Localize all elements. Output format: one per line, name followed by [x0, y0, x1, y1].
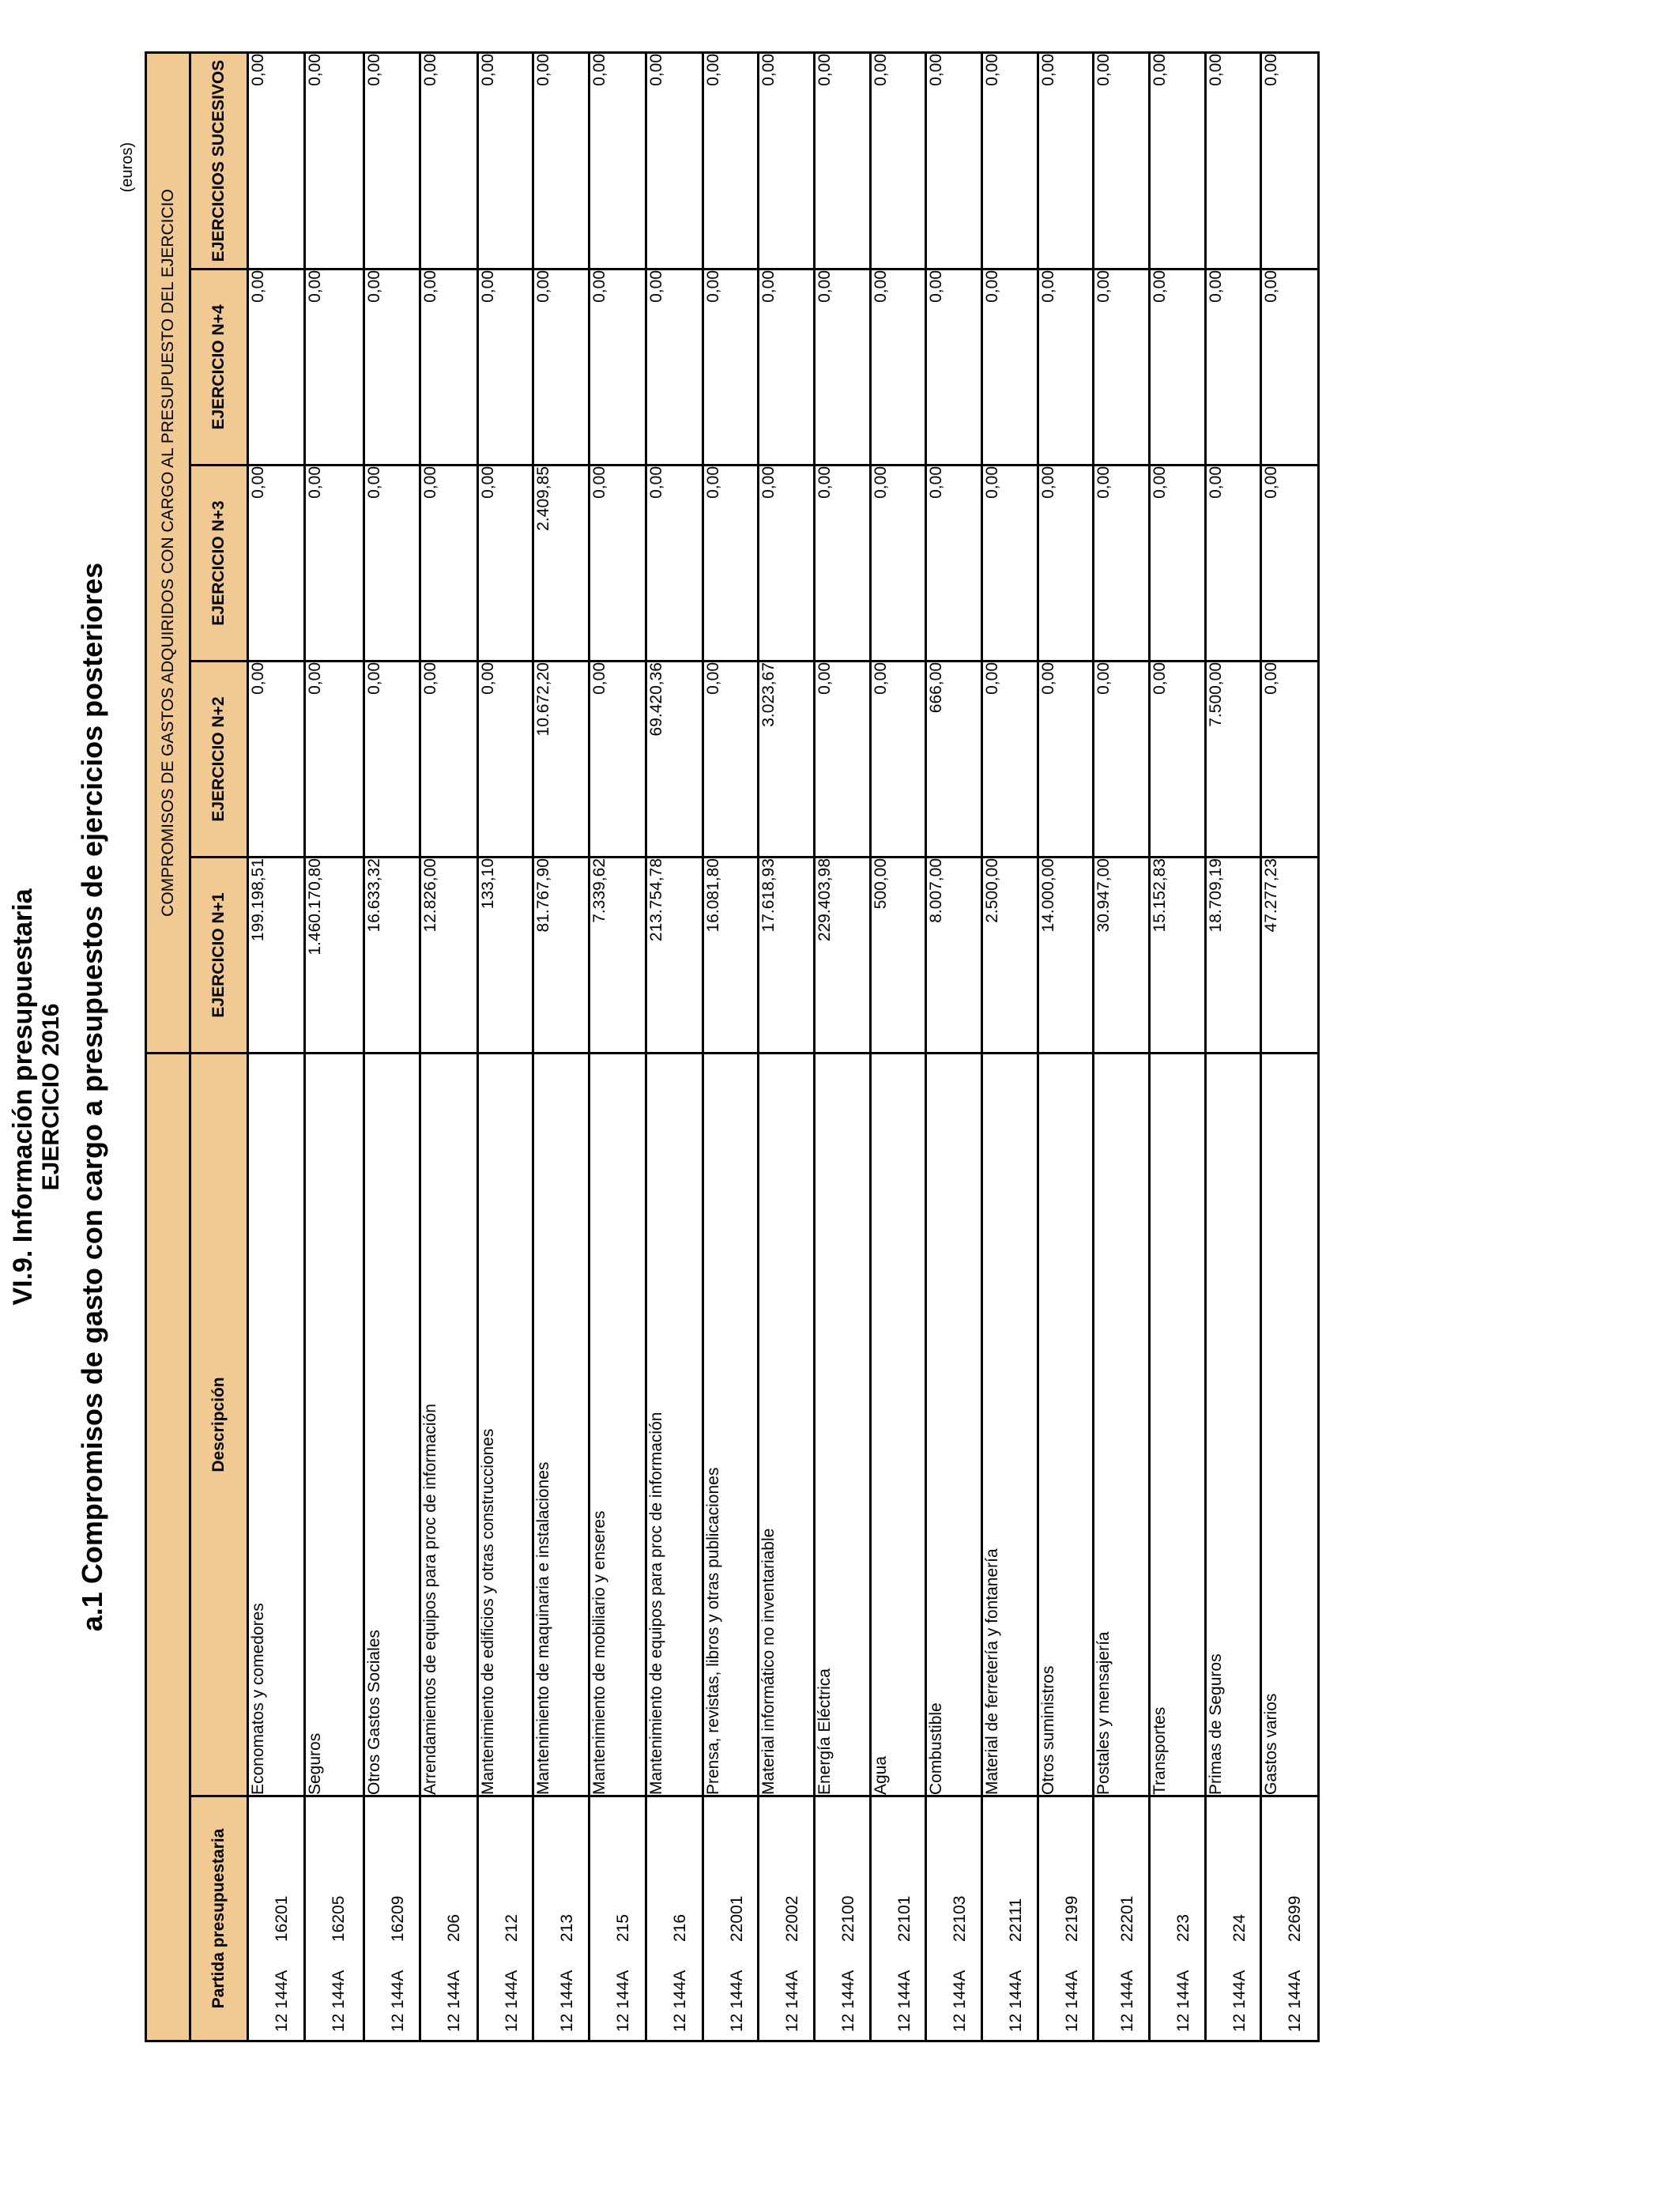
cell-sucesivos: 0,00 [871, 53, 926, 270]
partida-code: 12 144A [445, 1970, 463, 2032]
table-row [364, 53, 420, 2041]
cell-partida [1206, 1796, 1261, 2041]
concepto-code: 22002 [783, 1895, 801, 1942]
table-row [1261, 53, 1319, 2041]
concepto-code: 22199 [1063, 1895, 1081, 1942]
cell-descripcion: Primas de Seguros [1206, 1054, 1261, 1796]
cell-n4: 0,00 [1206, 270, 1261, 466]
cell-sucesivos: 0,00 [1150, 53, 1206, 270]
cell-n3: 0,00 [1206, 466, 1261, 662]
concepto-code: 206 [445, 1913, 463, 1942]
table-row [1094, 53, 1150, 2041]
cell-partida [590, 1796, 646, 2041]
table-row [1150, 53, 1206, 2041]
cell-descripcion: Mantenimiento de mobiliario y enseres [590, 1054, 646, 1796]
partida-code: 12 144A [503, 1970, 521, 2032]
units-label: (euros) [119, 142, 136, 193]
cell-n4: 0,00 [305, 270, 364, 466]
cell-n3: 0,00 [982, 466, 1038, 662]
cell-partida [1094, 1796, 1150, 2041]
cell-n2: 0,00 [871, 662, 926, 858]
cell-n2: 0,00 [248, 662, 305, 858]
cell-descripcion: Otros suministros [1038, 1054, 1094, 1796]
concepto-code: 22101 [895, 1895, 913, 1942]
cell-n4: 0,00 [646, 270, 703, 466]
cell-n3: 0,00 [871, 466, 926, 662]
cell-partida [478, 1796, 533, 2041]
partida-code: 12 144A [895, 1970, 913, 2032]
cell-n4: 0,00 [926, 270, 982, 466]
concepto-code: 224 [1230, 1913, 1249, 1942]
cell-n1: 7.339,62 [590, 858, 646, 1054]
concepto-code: 22103 [951, 1895, 969, 1942]
cell-descripcion: Seguros [305, 1054, 364, 1796]
cell-n2: 3.023,67 [759, 662, 815, 858]
cell-n2: 7.500,00 [1206, 662, 1261, 858]
concepto-code: 16205 [330, 1895, 348, 1942]
cell-n3: 0,00 [815, 466, 871, 662]
col-header-descripcion: Descripción [190, 1054, 248, 1796]
cell-n2: 10.672,20 [533, 662, 590, 858]
cell-n4: 0,00 [248, 270, 305, 466]
cell-n4: 0,00 [815, 270, 871, 466]
cell-partida [533, 1796, 590, 2041]
cell-n1: 199.198,51 [248, 858, 305, 1054]
cell-n2: 69.420,36 [646, 662, 703, 858]
cell-descripcion: Arrendamientos de equipos para proc de información [420, 1054, 478, 1796]
cell-n3: 0,00 [703, 466, 759, 662]
cell-n3: 0,00 [364, 466, 420, 662]
cell-n1: 229.403,98 [815, 858, 871, 1054]
cell-n4: 0,00 [590, 270, 646, 466]
cell-descripcion: Material informático no inventariable [759, 1054, 815, 1796]
cell-descripcion: Transportes [1150, 1054, 1206, 1796]
cell-sucesivos: 0,00 [478, 53, 533, 270]
cell-descripcion: Mantenimiento de maquinaria e instalaciones [533, 1054, 590, 1796]
cell-partida [248, 1796, 305, 2041]
cell-n3: 2.409,85 [533, 466, 590, 662]
cell-descripcion: Otros Gastos Sociales [364, 1054, 420, 1796]
cell-n3: 0,00 [305, 466, 364, 662]
cell-n2: 0,00 [1150, 662, 1206, 858]
cell-n1: 30.947,00 [1094, 858, 1150, 1054]
partida-code: 12 144A [1286, 1970, 1304, 2032]
cell-partida [305, 1796, 364, 2041]
cell-n2: 0,00 [364, 662, 420, 858]
table-row [871, 53, 926, 2041]
cell-n4: 0,00 [871, 270, 926, 466]
cell-n1: 17.618,93 [759, 858, 815, 1054]
cell-n3: 0,00 [926, 466, 982, 662]
cell-sucesivos: 0,00 [1038, 53, 1094, 270]
cell-n1: 12.826,00 [420, 858, 478, 1054]
cell-sucesivos: 0,00 [759, 53, 815, 270]
concepto-code: 22100 [839, 1895, 857, 1942]
cell-descripcion: Gastos varios [1261, 1054, 1319, 1796]
table-row [982, 53, 1038, 2041]
cell-n4: 0,00 [1150, 270, 1206, 466]
cell-partida [646, 1796, 703, 2041]
cell-descripcion: Economatos y comedores [248, 1054, 305, 1796]
cell-n4: 0,00 [703, 270, 759, 466]
partida-code: 12 144A [839, 1970, 857, 2032]
concepto-code: 16209 [389, 1895, 407, 1942]
cell-sucesivos: 0,00 [533, 53, 590, 270]
cell-n1: 16.081,80 [703, 858, 759, 1054]
cell-n4: 0,00 [478, 270, 533, 466]
cell-n2: 0,00 [1094, 662, 1150, 858]
table-row [478, 53, 533, 2041]
col-header-n2: EJERCICIO N+2 [190, 662, 248, 858]
cell-n1: 133,10 [478, 858, 533, 1054]
cell-descripcion: Energía Eléctrica [815, 1054, 871, 1796]
cell-n3: 0,00 [1261, 466, 1319, 662]
cell-sucesivos: 0,00 [248, 53, 305, 270]
cell-n3: 0,00 [590, 466, 646, 662]
section-title: a.1 Compromisos de gasto con cargo a presupuestos de ejercicios posteriores [76, 562, 108, 1632]
cell-sucesivos: 0,00 [1094, 53, 1150, 270]
table-row [1038, 53, 1094, 2041]
partida-code: 12 144A [558, 1970, 576, 2032]
partida-code: 12 144A [951, 1970, 969, 2032]
partida-code: 12 144A [783, 1970, 801, 2032]
cell-n2: 0,00 [703, 662, 759, 858]
cell-n4: 0,00 [1038, 270, 1094, 466]
cell-descripcion: Mantenimiento de edificios y otras construcciones [478, 1054, 533, 1796]
cell-sucesivos: 0,00 [703, 53, 759, 270]
cell-n3: 0,00 [1150, 466, 1206, 662]
cell-partida [926, 1796, 982, 2041]
cell-n2: 0,00 [982, 662, 1038, 858]
table-row [420, 53, 478, 2041]
cell-n4: 0,00 [420, 270, 478, 466]
cell-n4: 0,00 [1094, 270, 1150, 466]
cell-sucesivos: 0,00 [1261, 53, 1319, 270]
concepto-code: 22001 [728, 1895, 746, 1942]
cell-sucesivos: 0,00 [926, 53, 982, 270]
cell-n1: 500,00 [871, 858, 926, 1054]
cell-sucesivos: 0,00 [1206, 53, 1261, 270]
cell-sucesivos: 0,00 [305, 53, 364, 270]
partida-code: 12 144A [1007, 1970, 1025, 2032]
partida-code: 12 144A [273, 1970, 291, 2032]
cell-n1: 81.767,90 [533, 858, 590, 1054]
cell-n2: 0,00 [815, 662, 871, 858]
cell-n1: 1.460.170,80 [305, 858, 364, 1054]
table-row [815, 53, 871, 2041]
partida-code: 12 144A [1174, 1970, 1192, 2032]
table-row [926, 53, 982, 2041]
cell-descripcion: Postales y mensajería [1094, 1054, 1150, 1796]
cell-n2: 0,00 [478, 662, 533, 858]
col-header-partida: Partida presupuestaria [190, 1796, 248, 2041]
cell-partida [420, 1796, 478, 2041]
concepto-code: 213 [558, 1913, 576, 1942]
cell-n1: 47.277,23 [1261, 858, 1319, 1054]
cell-sucesivos: 0,00 [982, 53, 1038, 270]
cell-n1: 8.007,00 [926, 858, 982, 1054]
cell-n3: 0,00 [478, 466, 533, 662]
table-row [759, 53, 815, 2041]
commitments-table [145, 51, 1320, 2042]
cell-n1: 15.152,83 [1150, 858, 1206, 1054]
cell-partida [759, 1796, 815, 2041]
table-row [305, 53, 364, 2041]
table-row [1206, 53, 1261, 2041]
cell-n3: 0,00 [1094, 466, 1150, 662]
col-header-n3: EJERCICIO N+3 [190, 466, 248, 662]
cell-descripcion: Material de ferretería y fontanería [982, 1054, 1038, 1796]
cell-partida [871, 1796, 926, 2041]
group-header: COMPROMISOS DE GASTOS ADQUIRIDOS CON CARGO AL PRESUPUESTO DEL EJERCICIO [146, 53, 190, 1054]
cell-n3: 0,00 [248, 466, 305, 662]
cell-partida [364, 1796, 420, 2041]
table-row [248, 53, 305, 2041]
fiscal-year: EJERCICIO 2016 [38, 1003, 64, 1191]
cell-partida [703, 1796, 759, 2041]
cell-n2: 0,00 [1038, 662, 1094, 858]
partida-code: 12 144A [728, 1970, 746, 2032]
cell-sucesivos: 0,00 [364, 53, 420, 270]
partida-code: 12 144A [1118, 1970, 1136, 2032]
cell-partida [1038, 1796, 1094, 2041]
cell-n4: 0,00 [982, 270, 1038, 466]
cell-n1: 2.500,00 [982, 858, 1038, 1054]
concepto-code: 16201 [273, 1895, 291, 1942]
col-header-sucesivos: EJERCICIOS SUCESIVOS [190, 53, 248, 270]
cell-sucesivos: 0,00 [590, 53, 646, 270]
cell-descripcion: Combustible [926, 1054, 982, 1796]
table-row [703, 53, 759, 2041]
cell-descripcion: Mantenimiento de equipos para proc de información [646, 1054, 703, 1796]
table-row [533, 53, 590, 2041]
cell-partida [1261, 1796, 1319, 2041]
partida-code: 12 144A [671, 1970, 689, 2032]
cell-n1: 14.000,00 [1038, 858, 1094, 1054]
concepto-code: 216 [671, 1913, 689, 1942]
header-blank [146, 1054, 190, 2041]
page-title: VI.9. Información presupuestaria [8, 888, 38, 1306]
cell-n3: 0,00 [759, 466, 815, 662]
cell-n3: 0,00 [646, 466, 703, 662]
concepto-code: 215 [614, 1913, 632, 1942]
cell-n1: 213.754,78 [646, 858, 703, 1054]
partida-code: 12 144A [1230, 1970, 1249, 2032]
cell-sucesivos: 0,00 [646, 53, 703, 270]
concepto-code: 223 [1174, 1913, 1192, 1942]
cell-n2: 0,00 [420, 662, 478, 858]
cell-n4: 0,00 [759, 270, 815, 466]
cell-partida [815, 1796, 871, 2041]
partida-code: 12 144A [330, 1970, 348, 2032]
cell-n2: 666,00 [926, 662, 982, 858]
cell-n4: 0,00 [364, 270, 420, 466]
cell-n4: 0,00 [1261, 270, 1319, 466]
cell-n4: 0,00 [533, 270, 590, 466]
table-row [646, 53, 703, 2041]
cell-n1: 18.709,19 [1206, 858, 1261, 1054]
table-row [590, 53, 646, 2041]
cell-n2: 0,00 [1261, 662, 1319, 858]
col-header-n4: EJERCICIO N+4 [190, 270, 248, 466]
cell-sucesivos: 0,00 [815, 53, 871, 270]
concepto-code: 22111 [1007, 1898, 1025, 1942]
cell-descripcion: Agua [871, 1054, 926, 1796]
concepto-code: 22201 [1118, 1895, 1136, 1942]
cell-n3: 0,00 [420, 466, 478, 662]
cell-partida [1150, 1796, 1206, 2041]
concepto-code: 22699 [1286, 1895, 1304, 1942]
partida-code: 12 144A [614, 1970, 632, 2032]
cell-sucesivos: 0,00 [420, 53, 478, 270]
cell-n2: 0,00 [590, 662, 646, 858]
partida-code: 12 144A [1063, 1970, 1081, 2032]
partida-code: 12 144A [389, 1970, 407, 2032]
col-header-n1: EJERCICIO N+1 [190, 858, 248, 1054]
cell-partida [982, 1796, 1038, 2041]
cell-n3: 0,00 [1038, 466, 1094, 662]
concepto-code: 212 [503, 1913, 521, 1942]
cell-n1: 16.633,32 [364, 858, 420, 1054]
cell-n2: 0,00 [305, 662, 364, 858]
cell-descripcion: Prensa, revistas, libros y otras publicaciones [703, 1054, 759, 1796]
